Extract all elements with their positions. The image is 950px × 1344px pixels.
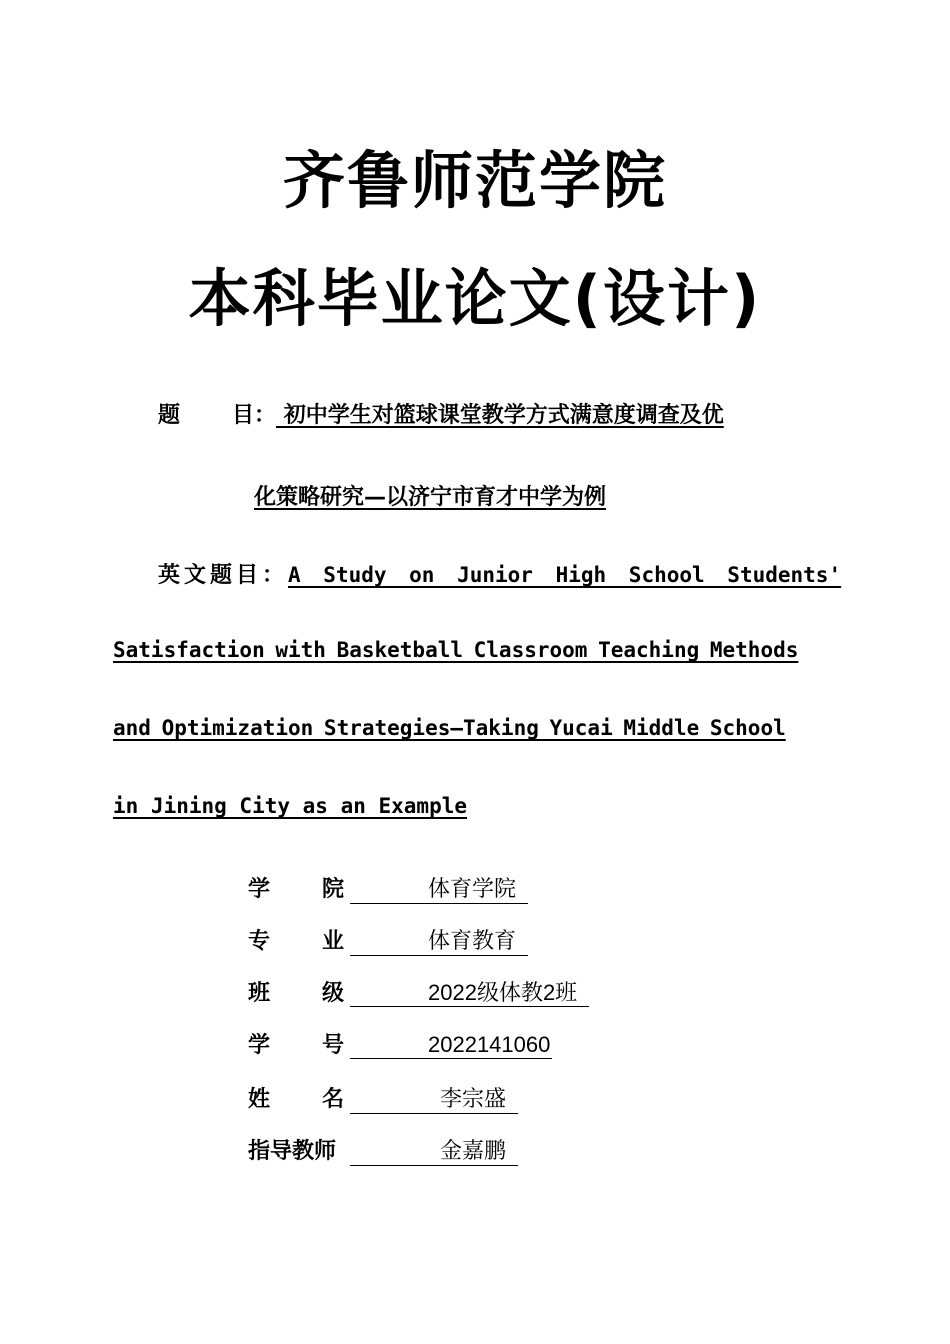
advisor-value: 金嘉鹏 (350, 1140, 518, 1166)
info-row-name: 姓 名 李宗盛 (248, 1082, 518, 1114)
info-row-major: 专 业 体育教育 (248, 924, 528, 956)
info-row-advisor: 指导教师 金嘉鹏 (248, 1134, 518, 1166)
info-row-student-id: 学 号 2022141060 (248, 1032, 551, 1058)
cn-title-line-2: 化策略研究—以济宁市育才中学为例 (254, 485, 607, 510)
en-title-label: 英文题目： (158, 563, 289, 588)
cn-title-label-a: 题 (158, 403, 181, 428)
info-row-class: 班 级 2022级体教2班 (248, 976, 589, 1007)
en-title-line-4: in Jining City as an Example (113, 794, 468, 818)
en-title-line-2: Satisfaction with Basketball Classroom Teaching Methods (113, 638, 799, 662)
class-value: 2022级体教2班 (350, 981, 589, 1007)
en-title-line-1: A Study on Junior High School Students' (288, 563, 842, 587)
info-row-college: 学 院 体育学院 (248, 872, 528, 904)
college-value: 体育学院 (350, 878, 528, 904)
document-type: 本科毕业论文(设计) (188, 262, 762, 335)
cn-title-row-1 (158, 398, 724, 429)
cn-title-label-b: 目： (232, 403, 277, 428)
student-id-value: 2022141060 (350, 1033, 552, 1059)
school-name: 齐鲁师范学院 (282, 144, 667, 217)
major-value: 体育教育 (350, 930, 528, 956)
en-title-row-1 (158, 558, 841, 589)
en-title-line-3: and Optimization Strategies—Taking Yucai Middle School (113, 716, 786, 740)
student-name-value: 李宗盛 (350, 1088, 518, 1114)
cn-title-line-1: 初中学生对篮球课堂教学方式满意度调查及优 (276, 403, 724, 428)
